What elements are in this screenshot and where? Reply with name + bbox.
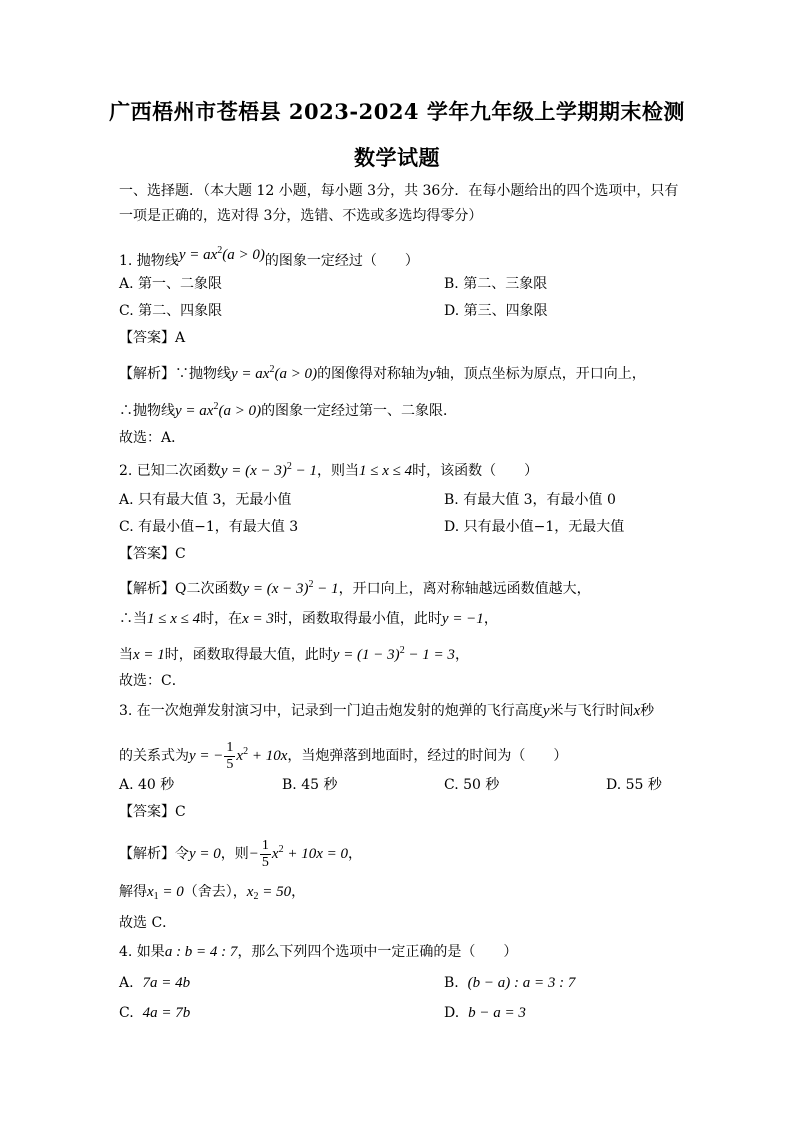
q4-option-a: A. 7a = 4b xyxy=(119,975,191,991)
q2-explanation-1: 【解析】Q二次函数$y = (x - 3)^2 - 1$，开口向上，离对称轴越远函数值越大， xyxy=(119,579,591,597)
section-header-cont: 一项是正确的，选对得 3分，选错、不选或多选均得零分） xyxy=(119,208,483,224)
q3-option-b: B. 45 秒 xyxy=(282,777,338,793)
q1-explanation-2: ∴抛物线$y = ax^2(a > 0)$的图象一定经过第一、二象限． xyxy=(119,401,458,419)
q3-option-d: D. 55 秒 xyxy=(606,777,662,793)
q1-option-d: D. 第三、四象限 xyxy=(444,303,548,319)
section-header: 一、选择题．（本大题 12 小题，每小题 3分，共 36分．在每小题给出的四个选项中，只有 xyxy=(119,183,679,199)
fraction-one-fifth: $\frac{1}{5}$ xyxy=(226,739,234,772)
fraction-one-fifth-2: $\frac{1}{5}$ xyxy=(261,837,269,870)
q2-answer: 【答案】C xyxy=(119,546,186,562)
q3-explanation-2: 解得$x_1 = 0$（舍去），$x_2 = 50$， xyxy=(119,884,306,902)
q1-conclusion: 故选：A． xyxy=(119,430,186,446)
q2-option-c: C. 有最小值−1，有最大值 3 xyxy=(119,519,299,535)
page-title: 广西梧州市苍梧县 2023-2024 学年九年级上学期期末检测 xyxy=(109,99,685,124)
q3-explanation-1: 【解析】令y = 0，则− $\frac{1}{5}$ $x^2 + 10x = 0$， xyxy=(119,837,362,870)
page-subtitle: 数学试题 xyxy=(354,145,440,170)
q2-conclusion: 故选：C． xyxy=(119,673,186,689)
q3-option-a: A. 40 秒 xyxy=(119,777,175,793)
q3-answer: 【答案】C xyxy=(119,804,186,820)
q1-explanation-1: 【解析】∵抛物线$y = ax^2(a > 0)$的图像得对称轴为y轴，顶点坐标为原点，开口向上， xyxy=(119,364,646,382)
q2-explanation-3: 当x = 1时，函数取得最大值，此时$y = (1 - 3)^2 - 1 = 3$， xyxy=(119,645,469,663)
question-3: 3. 在一次炮弹发射演习中，记录到一门迫击炮发射的炮弹的飞行高度y米与飞行时间x秒 xyxy=(119,703,655,719)
q2-option-d: D. 只有最小值−1，无最大值 xyxy=(444,519,625,535)
q2-option-a: A. 只有最大值 3，无最小值 xyxy=(119,492,292,508)
q2-option-b: B. 有最大值 3，有最小值 0 xyxy=(444,492,616,508)
q1-option-a: A. 第一、二象限 xyxy=(119,276,223,292)
q1-option-b: B. 第二、三象限 xyxy=(444,276,548,292)
question-4: 4. 如果a : b = 4 : 7，那么下列四个选项中一定正确的是（ ） xyxy=(119,944,518,960)
q4-option-d: D. b − a = 3 xyxy=(444,1005,526,1021)
q4-option-b: B. (b − a) : a = 3 : 7 xyxy=(444,975,576,991)
question-1: 1. 抛物线$y = ax^2(a > 0)$的图象一定经过（ ） xyxy=(119,245,419,269)
q4-option-c: C. 4a = 7b xyxy=(119,1005,191,1021)
question-3-formula: 的关系式为y = − $\frac{1}{5}$ $x^2 + 10x$，当炮弹落到地面时，经过的时间为（ ） xyxy=(119,739,568,772)
q1-option-c: C. 第二、四象限 xyxy=(119,303,223,319)
q2-explanation-2: ∴当1 ≤ x ≤ 4时，在x = 3时，函数取得最小值，此时y = −1， xyxy=(119,611,498,627)
question-2: 2. 已知二次函数$y = (x - 3)^2 - 1$，则当1 ≤ x ≤ 4时，该函数（ ） xyxy=(119,461,539,479)
q3-option-c: C. 50 秒 xyxy=(444,777,500,793)
q3-conclusion: 故选 C． xyxy=(119,915,177,931)
q1-answer: 【答案】A xyxy=(119,330,186,346)
